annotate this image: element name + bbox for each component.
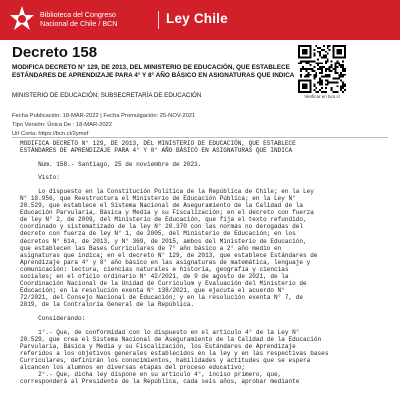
body-line: alcancen los alumnos en diversas etapas del proceso educativo; — [20, 364, 245, 372]
library-line-1: Biblioteca del Congreso — [40, 10, 116, 19]
body-line: que establecen las Bases Curriculares de 7° año básico a 2° año medio en — [20, 244, 282, 252]
body-line: de ley N° 2, de 2009, del Ministerio de Educación, que fija el texto refundido, — [20, 216, 307, 224]
qr-code-icon[interactable] — [298, 45, 346, 93]
body-line: Curriculares, definirán los conocimientos, habilidades y actitudes que se espera — [20, 356, 311, 364]
library-name — [40, 10, 118, 28]
body-line: Educación; en la resolución exenta N° 138/2021, que ejecuta el acuerdo N° — [20, 287, 285, 295]
bcn-logo-icon[interactable] — [8, 4, 36, 36]
header-divider — [158, 11, 159, 29]
body-line: 2°.- Que, dicha ley dispone en su artículo 4°, inciso primero, que, — [20, 371, 282, 379]
body-line: Aprendizaje para 4° y 8° año básico en las asignaturas de matemática, lenguaje y — [20, 258, 311, 266]
divider — [12, 137, 388, 138]
version-type: Tipo Versión: Única De : 18-MAR-2022 — [12, 122, 112, 128]
body-line: decreto con fuerza de ley N° 1, de 2005, del Ministerio de Educación; en los — [20, 230, 296, 238]
body-line: 20.529, que crea el Sistema Nacional de Aseguramiento de la Calidad de la Educación — [20, 335, 322, 343]
body-heading — [20, 140, 388, 154]
body-line: comunicación: lectura, ciencias naturales e historia, geografía y ciencias — [20, 265, 289, 273]
short-url-link[interactable]: Url Corta: https://bcn.cl/2ymef — [12, 131, 89, 137]
body-line: 72/2021, del Consejo Nacional de Educación; y en la resolución exenta N° 7, de — [20, 294, 304, 302]
header-bar — [0, 0, 400, 40]
body-line: MODIFICA DECRETO N° 129, DE 2013, DEL MINISTERIO DE EDUCACIÓN, QUE ESTABLECE — [20, 140, 296, 147]
body-line: referidos a los objetivos generales establecidos en la ley y en las respectivas bases — [20, 349, 329, 357]
decree-number-line: Núm. 158.- Santiago, 25 de noviembre de 2021. — [20, 160, 202, 168]
document-ministry: MINISTERIO DE EDUCACIÓN; SUBSECRETARÍA DE EDUCACIÓN — [12, 92, 202, 99]
body-line: 1°.- Que, de conformidad con lo dispuesto en el artículo 4° de la Ley N° — [20, 328, 300, 336]
body-line: 20.529, que establece el Sistema Nacional de Aseguramiento de la Calidad de la — [20, 202, 304, 210]
library-line-2: Nacional de Chile / BCN — [40, 19, 118, 28]
considerando-heading: Considerando: — [20, 314, 86, 322]
document-title: Decreto 158 — [12, 44, 98, 61]
visto-paragraph — [20, 188, 388, 309]
body-line: 2019, de la Contraloría General de la República. — [20, 301, 195, 309]
body-line: Lo dispuesto en la Constitución Política de la República de Chile; en la Ley — [20, 187, 314, 195]
body-line: Coordinación Nacional de la Unidad de Currículum y Evaluación del Ministerio de — [20, 280, 307, 288]
document-subtitle: MODIFICA DECRETO N° 129, DE 2013, DEL MINISTERIO DE EDUCACIÓN, QUE ESTABLECE ESTÁNDARES DE APRENDIZAJE PARA 4° Y 8° AÑO BÁSICO EN ASIGNATURAS QUE INDICA — [12, 64, 295, 79]
visto-heading: Visto: — [20, 174, 60, 182]
body-line: Educación Parvularia, Básica y Media y su Fiscalización; en el decreto con fuerza — [20, 209, 314, 217]
body-line: Parvularia, Básica y Media y su Fiscalización, los Estándares de Aprendizaje — [20, 342, 296, 350]
brand-ley-chile[interactable]: Ley Chile — [166, 11, 228, 26]
decree-body — [20, 140, 388, 385]
qr-label: Verificar en bcn.cl — [304, 94, 340, 99]
body-line: asignaturas que indica; en el decreto N° 129, de 2013, que establece Estándares de — [20, 251, 318, 259]
body-line: decretos N° 614, de 2013, y N° 369, de 2015, ambos del Ministerio de Educación, — [20, 237, 307, 245]
publication-dates: Fecha Publicación: 18-MAR-2022 | Fecha Promulgación: 25-NOV-2021 — [12, 113, 196, 119]
body-line: sociales; en el oficio ordinario N° 42/2021, de 9 de agosto de 2021, de la — [20, 273, 289, 280]
body-line: N° 18.956, que Reestructura el Ministerio de Educación Pública; en la Ley N° — [20, 194, 296, 202]
considerando-paragraph — [20, 329, 388, 386]
body-line: ESTÁNDARES DE APRENDIZAJE PARA 4° Y 8° AÑO BÁSICO EN ASIGNATURAS QUE INDICA — [20, 147, 293, 155]
body-line: corresponderá al Presidente de la República, cada seis años, aprobar mediante — [20, 378, 300, 386]
body-line: coordinado y sistematizado de la ley N° 20.370 con las normas no derogadas del — [20, 223, 304, 231]
